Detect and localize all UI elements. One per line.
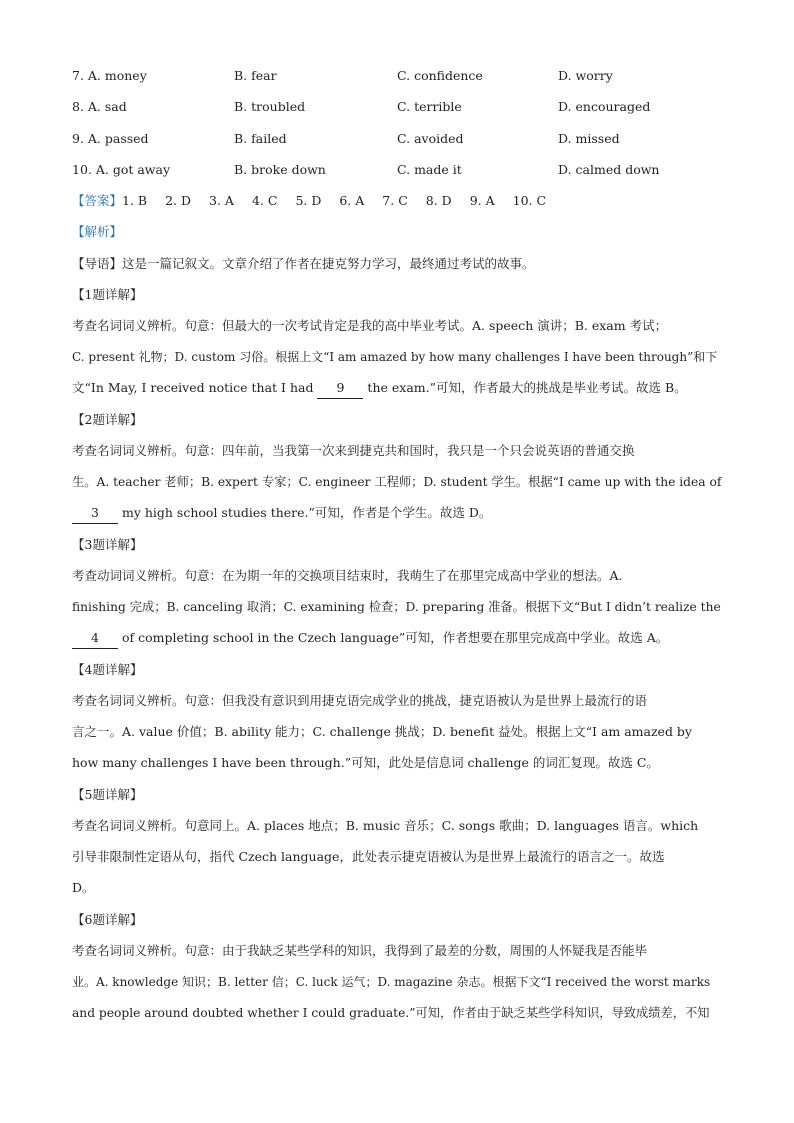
option-a: 7. A. money (72, 68, 147, 83)
paragraph-line: D。 (72, 880, 95, 895)
option-b: B. broke down (234, 162, 326, 177)
paragraph-line: C. present 礼物；D. custom 习俗。根据上文“I am amazed by how many challenges I have been through”和下 (72, 350, 718, 364)
answer-item: 8. D (425, 193, 452, 208)
paragraph-line: 引导非限制性定语从句，指代 Czech language，此处表示捷克语被认为是世界上最流行的语言之一。故选 (72, 849, 665, 864)
option-row-9 (72, 131, 732, 151)
option-row-8 (72, 99, 732, 119)
option-c: C. confidence (397, 68, 483, 83)
paragraph-line: 生。A. teacher 老师；B. expert 专家；C. engineer 工程师；D. student 学生。根据“I came up with the idea of (72, 475, 722, 489)
option-b: B. failed (234, 131, 287, 146)
option-row-7 (72, 68, 732, 88)
paragraph-line: 考查名词词义辨析。句意：但我没有意识到用捷克语完成学业的挑战，捷克语被认为是世界上最流行的语 (72, 693, 648, 708)
option-a: 10. A. got away (72, 162, 171, 177)
paragraph-line: 考查名词词义辨析。句意：由于我缺乏某些学科的知识，我得到了最差的分数，周围的人怀疑我是否能毕 (72, 943, 648, 958)
line-text: of completing school in the Czech language”可知，作者想要在那里完成高中学业。故选 A。 (118, 630, 669, 645)
answer-item: 6. A (339, 193, 365, 208)
paragraph-line: how many challenges I have been through.”可知，此处是信息词 challenge 的词汇复现。故选 C。 (72, 755, 659, 770)
blank-number: 9 (317, 378, 363, 399)
paragraph-line (72, 378, 722, 399)
section-heading: 【3题详解】 (72, 537, 143, 552)
section-heading: 【6题详解】 (72, 912, 143, 927)
option-d: D. worry (558, 68, 613, 83)
answer-item: 4. C (251, 193, 278, 208)
answer-item: 9. A (469, 193, 495, 208)
paragraph-line: 言之一。A. value 价值；B. ability 能力；C. challenge 挑战；D. benefit 益处。根据上文“I am amazed by (72, 724, 692, 739)
paragraph-line: 考查动词词义辨析。句意：在为期一年的交换项目结束时，我萌生了在那里完成高中学业的想法。A. (72, 568, 623, 583)
section-heading: 【5题详解】 (72, 787, 143, 802)
answer-item: 2. D (165, 193, 192, 208)
paragraph-line: finishing 完成；B. canceling 取消；C. examining 检查；D. preparing 准备。根据下文“But I didn’t realize the (72, 600, 721, 614)
paragraph-line: 业。A. knowledge 知识；B. letter 信；C. luck 运气；D. magazine 杂志。根据下文“I received the worst marks (72, 975, 711, 989)
option-c: C. made it (397, 162, 462, 177)
option-row-10 (72, 162, 732, 182)
line-text: the exam.”可知，作者最大的挑战是毕业考试。故选 B。 (363, 380, 687, 395)
answer-item: 5. D (295, 193, 322, 208)
option-d: D. encouraged (558, 99, 651, 114)
section-heading: 【1题详解】 (72, 287, 143, 302)
option-d: D. calmed down (558, 162, 660, 177)
paragraph-line: and people around doubted whether I could graduate.”可知，作者由于缺乏某些学科知识，导致成绩差，不知 (72, 1006, 710, 1020)
analysis-label: 【解析】 (72, 224, 123, 239)
answer-item: 10. C (512, 193, 547, 208)
blank-number: 4 (72, 628, 118, 649)
answer-item: 7. C (382, 193, 408, 208)
blank-number: 3 (72, 503, 118, 524)
option-a: 9. A. passed (72, 131, 149, 146)
answer-line (72, 191, 722, 211)
answer-item: 1. B (122, 193, 148, 208)
paragraph-line: 考查名词词义辨析。句意同上。A. places 地点；B. music 音乐；C. songs 歌曲；D. languages 语言。which (72, 818, 699, 833)
option-b: B. troubled (234, 99, 306, 114)
option-b: B. fear (234, 68, 277, 83)
answer-label: 【答案】 (72, 193, 123, 208)
answer-item: 3. A (209, 193, 234, 208)
line-text: my high school studies there.”可知，作者是个学生。故选 D。 (118, 505, 492, 520)
guide-text: 【导语】这是一篇记叙文。文章介绍了作者在捷克努力学习，最终通过考试的故事。 (72, 256, 535, 271)
line-text: 文“In May, I received notice that I had (72, 380, 318, 395)
paragraph-line (72, 503, 722, 524)
section-heading: 【4题详解】 (72, 662, 143, 677)
section-heading: 【2题详解】 (72, 412, 143, 427)
paragraph-line: 考查名词词义辨析。句意：但最大的一次考试肯定是我的高中毕业考试。A. speech 演讲；B. exam 考试； (72, 318, 668, 333)
paragraph-line: 考查名词词义辨析。句意：四年前，当我第一次来到捷克共和国时，我只是一个只会说英语的普通交换 (72, 443, 635, 458)
option-c: C. avoided (397, 131, 464, 146)
paragraph-line (72, 628, 722, 649)
option-c: C. terrible (397, 99, 462, 114)
option-d: D. missed (558, 131, 620, 146)
option-a: 8. A. sad (72, 99, 127, 114)
